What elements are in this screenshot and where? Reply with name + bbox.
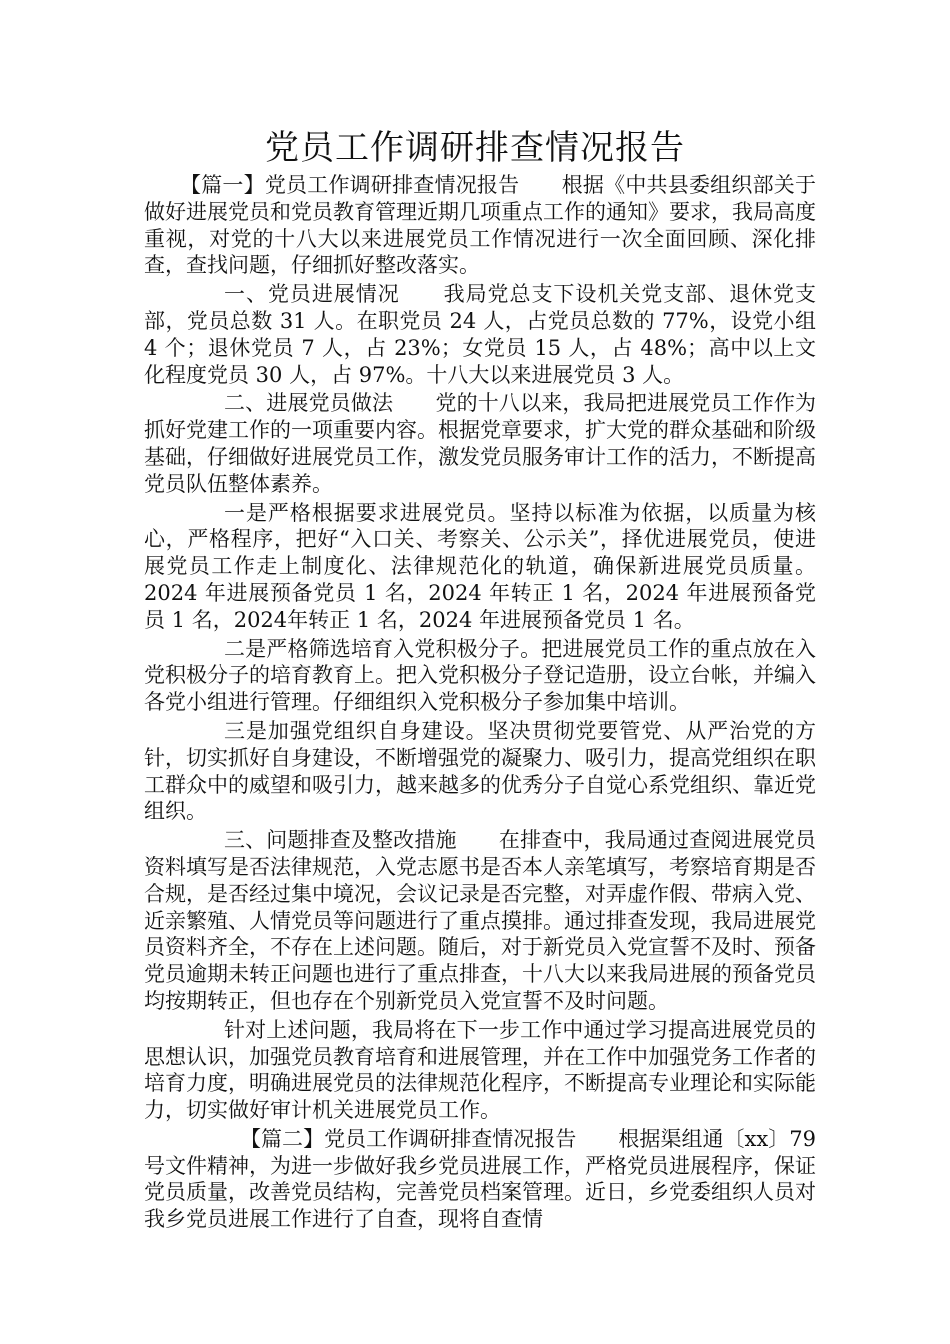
paragraph-rectification: 针对上述问题，我局将在下一步工作中通过学习提高进展党员的思想认识，加强党员教育培育和进展管理，并在工作中加强党务工作者的培育力度，明确进展党员的法律规范化程序，不断提高专业理论和实际能力，切实做好审计机关进展党员工作。 bbox=[144, 1017, 816, 1123]
document-body bbox=[144, 172, 816, 1233]
paragraph-self-building: 三是加强党组织自身建设。坚决贯彻党要管党、从严治党的方针，切实抓好自身建设，不断增强党的凝聚力、吸引力，提高党组织在职工群众中的威望和吸引力，越来越多的优秀分子自觉心系党组织、靠近党组织。 bbox=[144, 718, 816, 824]
document-title: 党员工作调研排查情况报告 bbox=[265, 128, 685, 168]
paragraph-member-status: 一、党员进展情况 我局党总支下设机关党支部、退休党支部，党员总数 31 人。在职党员 24 人，占党员总数的 77%，设党小组 4 个；退休党员 7 人，占 23%；女党员 15 人，占 48%；高中以上文化程度党员 30 人，占 97%。十八大以来进展党员 3 人。 bbox=[144, 282, 816, 387]
paragraph-part-one-intro: 【篇一】党员工作调研排查情况报告 根据《中共县委组织部关于做好进展党员和党员教育管理近期几项重点工作的通知》要求，我局高度重视，对党的十八大以来进展党员工作情况进行一次全面回顾、深化排查，查找问题，仔细抓好整改落实。 bbox=[144, 173, 816, 278]
paragraph-problem-check: 三、问题排查及整改措施 在排查中，我局通过查阅进展党员资料填写是否法律规范，入党志愿书是否本人亲笔填写，考察培育期是否合规，是否经过集中境况，会议记录是否完整，对弄虚作假、带病入党、近亲繁殖、人情党员等问题进行了重点摸排。通过排查发现，我局进展党员资料齐全，不存在上述问题。随后，对于新党员入党宣誓不及时、预备党员逾期未转正问题也进行了重点排查，十八大以来我局进展的预备党员均按期转正，但也存在个别新党员入党宣誓不及时问题。 bbox=[144, 828, 816, 1013]
paragraph-strict-requirements: 一是严格根据要求进展党员。坚持以标准为依据，以质量为核心，严格程序，把好“入口关、考察关、公示关”，择优进展党员，使进展党员工作走上制度化、法律规范化的轨道，确保新进展党员质量。2024 年进展预备党员 1 名，2024 年转正 1 名，2024 年进展预备党员 1 名，2024年转正 1 名，2024 年进展预备党员 1 名。 bbox=[144, 500, 816, 632]
paragraph-development-methods: 二、进展党员做法 党的十八以来，我局把进展党员工作作为抓好党建工作的一项重要内容。根据党章要求，扩大党的群众基础和阶级基础，仔细做好进展党员工作，激发党员服务审计工作的活力，不断提高党员队伍整体素养。 bbox=[144, 391, 816, 496]
paragraph-activist-training: 二是严格筛选培育入党积极分子。把进展党员工作的重点放在入党积极分子的培育教育上。把入党积极分子登记造册，设立台帐，并编入各党小组进行管理。仔细组织入党积极分子参加集中培训。 bbox=[144, 636, 816, 715]
paragraph-part-two-intro: 【篇二】党员工作调研排查情况报告 根据渠组通〔xx〕79 号文件精神，为进一步做好我乡党员进展工作，严格党员进展程序，保证党员质量，改善党员结构，完善党员档案管理。近日，乡党委组织人员对我乡党员进展工作进行了自查，现将自查情 bbox=[144, 1126, 816, 1232]
